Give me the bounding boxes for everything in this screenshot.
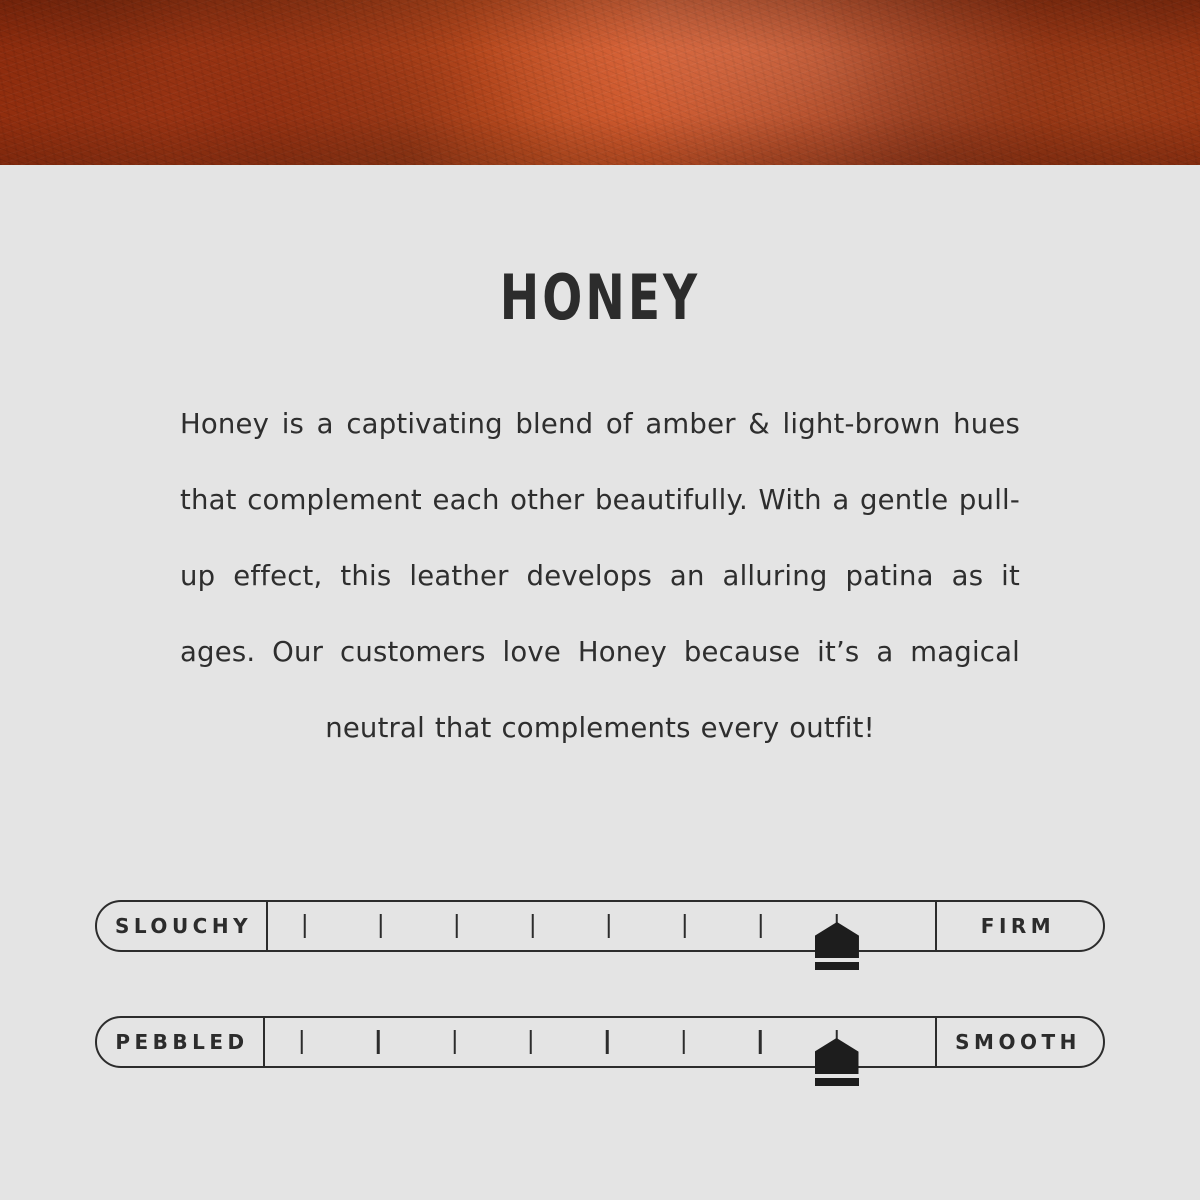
attribute-sliders <box>0 900 1200 1068</box>
slider-tick <box>608 914 611 938</box>
slider-tick <box>530 1030 533 1054</box>
slider-texture-right-label: SMOOTH <box>935 1018 1103 1066</box>
slider-texture-left-label: PEBBLED <box>97 1018 265 1066</box>
slider-softness-thumb[interactable] <box>815 922 859 970</box>
slider-tick <box>301 1030 304 1054</box>
slider-texture-track[interactable] <box>265 1018 935 1066</box>
page-title: HONEY <box>499 261 701 334</box>
slider-thumb-pentagon-icon <box>815 922 859 958</box>
product-description: Honey is a captivating blend of amber & light-brown hues that complement each other beautifully. With a gentle pull-up effect, this leather develops an alluring patina as it ages. Our customers love Honey because it’s a magical neutral that complements every outfit! <box>180 408 1020 744</box>
slider-tick <box>453 1030 456 1054</box>
slider-tick <box>304 914 307 938</box>
slider-tick <box>759 1030 762 1054</box>
slider-softness-left-label: SLOUCHY <box>97 902 268 950</box>
leather-swatch-banner <box>0 0 1200 165</box>
slider-thumb-pentagon-icon <box>815 1038 859 1074</box>
slider-softness-track[interactable] <box>268 902 935 950</box>
slider-tick <box>684 914 687 938</box>
slider-texture[interactable] <box>95 1016 1105 1068</box>
slider-texture-thumb[interactable] <box>815 1038 859 1086</box>
card-content <box>0 165 1200 766</box>
slider-tick <box>606 1030 609 1054</box>
slider-tick <box>456 914 459 938</box>
slider-softness-right-label: FIRM <box>935 902 1103 950</box>
slider-tick <box>683 1030 686 1054</box>
slider-thumb-bar-icon <box>815 962 859 970</box>
swatch-vignette-layer <box>0 0 1200 165</box>
slider-softness[interactable] <box>95 900 1105 952</box>
slider-tick <box>532 914 535 938</box>
slider-thumb-bar-icon <box>815 1078 859 1086</box>
slider-tick <box>377 1030 380 1054</box>
slider-tick <box>380 914 383 938</box>
slider-tick <box>760 914 763 938</box>
